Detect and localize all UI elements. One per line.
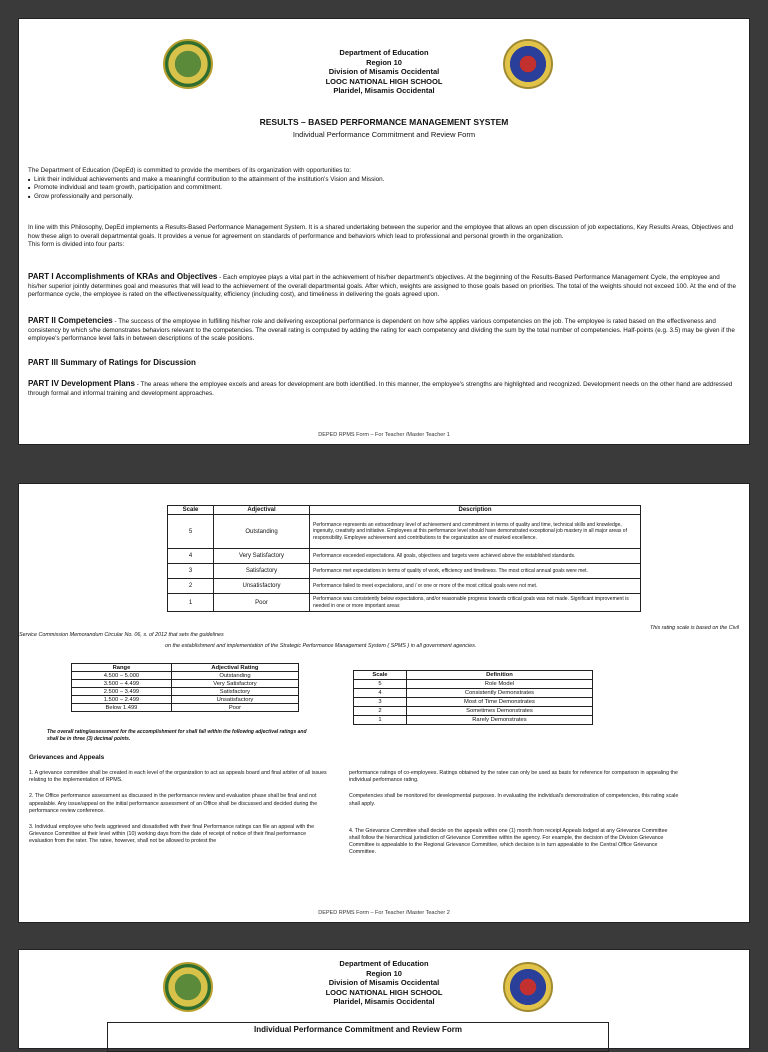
document-page-2 [18,483,750,923]
grievance-item: Competencies shall be monitored for developmental purposes. In evaluating the individual's demonstration of competencies, this rating scale shall apply. [349,793,679,807]
header-line: Region 10 [366,968,402,978]
adjectival-cell: Poor [214,594,310,612]
part4-text: - The areas where the employee excels and areas for development are both identified. In this manner, the employee's strengths are highlighted and recognized. Development needs on the other hand are addressed through formal and informal training and development approaches. [28,381,733,397]
definition-cell: Most of Time Demonstrates [406,698,592,707]
column-header: Adjectival [214,506,310,515]
scale-cell: 3 [168,564,214,579]
table-row [72,672,299,680]
scale-cell: 1 [354,716,407,725]
header-line: Plaridel, Misamis Occidental [333,86,435,95]
table-row [168,594,641,612]
form-title-box [107,1022,609,1052]
definition-cell: Role Model [406,680,592,689]
table-row [168,515,641,549]
philosophy-paragraph: In line with this Philosophy, DepEd implements a Results-Based Performance Management System. It is a shared undertaking between the superior and the employee that allows an open discussion of job expectations, Key Results Areas, Objectives and how these align to overall departmental goals. It provides a venue for agreement on standards of performance and behaviors which lead to professional and personal growth in the organization. [28,224,734,240]
range-cell: 3.500 – 4.499 [72,680,172,688]
table-row [72,680,299,688]
description-cell: Performance failed to meet expectations, and / or one or more of the most critical goals were not met. [310,579,641,594]
table-row [72,696,299,704]
header-line: Region 10 [366,57,402,67]
table-row [354,689,593,698]
table-row [168,564,641,579]
rating-scale-table [167,505,641,612]
table-row [72,688,299,696]
intro-section [28,167,737,201]
csc-note-right: This rating scale is based on the Civil [650,625,739,631]
divided-note: This form is divided into four parts: [28,241,125,249]
header-line: Department of Education [339,959,429,968]
part1-section [28,273,737,300]
part4-title: PART IV Development Plans [28,379,135,388]
column-header: Range [72,664,172,672]
scale-cell: 1 [168,594,214,612]
philosophy-section [28,224,737,250]
overall-rating-range-table [71,663,299,712]
range-cell: 4.500 – 5.000 [72,672,172,680]
rating-cell: Unsatisfactory [171,696,298,704]
definition-cell: Consistently Demonstrates [406,689,592,698]
header-line: Division of Misamis Occidental [328,67,440,76]
column-header: Adjectival Rating [171,664,298,672]
scale-cell: 5 [168,515,214,549]
description-cell: Performance exceeded expectations. All goals, objectives and targets were achieved above the established standards. [310,549,641,564]
scale-cell: 4 [354,689,407,698]
part1-text: - Each employee plays a vital part in the achievement of his/her department's objectives. At the beginning of the Results-Based Performance Management Cycle, the employee and his/her superior jointly determines goal and measures that will lead to the achievement of the overall departmental goals. After which, weights are assigned to those goals based on priorities. The total of the weights should not exceed 100. At the end of the performance cycle, the employee is rated on the effectiveness/quality, efficiency (including cost), and timeliness in delivering the goals agreed upon. [28,274,737,299]
table-row [354,698,593,707]
definition-cell: Rarely Demonstrates [406,716,592,725]
adjectival-cell: Very Satisfactory [214,549,310,564]
rating-cell: Satisfactory [171,688,298,696]
table-row [72,704,299,712]
document-title: RESULTS – BASED PERFORMANCE MANAGEMENT SYSTEM [259,117,509,127]
grievance-item: 2. The Office performance assessment as discussed in the performance review and evaluation phase shall be final and not appealable. Any issue/appeal on the initial performance assessment of an Office shall be discussed and decided during the performance review conference. [29,793,318,814]
table-row [168,579,641,594]
bullet-item: ■ Grow professionally and personally. [28,193,737,202]
grievances-title: Grievances and Appeals [29,754,105,761]
description-cell: Performance met expectations in terms of quality of work, efficiency and timeliness. The most critical annual goals were met. [310,564,641,579]
scale-cell: 5 [354,680,407,689]
page-footer: DEPED RPMS Form – For Teacher /Master Teacher 1 [318,432,450,438]
header-line: Plaridel, Misamis Occidental [333,997,435,1006]
rating-cell: Poor [171,704,298,712]
grievance-item: 3. Individual employee who feels aggrieved and dissatisfied with their final Performance ratings can file an appeal with the Grievance Committee at their level within (10) working days from the date of receipt of notice of their final performance evaluation from the rater. The ratee, however, shall not be allowed to protest the [29,824,315,845]
description-cell: Performance represents an extraordinary level of achievement and commitment in terms of quality and time, technical skills and knowledge, ingenuity, creativity and initiative. Employees at this performance level should have demonstrated exceptional job mastery in all major areas of responsibility. Employee achievement and contributions to the organization are of marked excellence. [310,515,641,549]
range-cell: 1.500 – 2.499 [72,696,172,704]
adjectival-cell: Satisfactory [214,564,310,579]
range-cell: Below 1.499 [72,704,172,712]
grievances-right-column [349,770,679,866]
bullet-item: ■ Promote individual and team growth, participation and commitment. [28,184,737,193]
column-header: Scale [168,506,214,515]
part3-title: PART III Summary of Ratings for Discussion [28,358,196,367]
csc-note-left: Service Commission Memorandum Circular No. 06, s. of 2012 that sets the guidelines [19,632,224,638]
grievance-item: 4. The Grievance Committee shall decide on the appeals within one (1) month from receipt Appeals lodged at any Grievance Committee shall follow the hierarchical jurisdiction of Grievance Committee within the agency. For example, the decision of the Division Grievance Committee is appealable to the Regional Grievance Committee, which decision is in turn appealable to the Central Office Grievance Committee. [349,827,668,856]
header-line: Department of Education [339,48,429,57]
school-seal-logo [503,39,553,89]
page-header [19,19,749,109]
part3-section [28,359,737,369]
document-subtitle: Individual Performance Commitment and Review Form [292,130,476,139]
adjectival-cell: Outstanding [214,515,310,549]
header-line: LOOC NATIONAL HIGH SCHOOL [325,987,443,997]
column-header: Definition [406,671,592,680]
scale-cell: 3 [354,698,407,707]
bullet-item: ■ Link their individual achievements and make a meaningful contribution to the attainment of the institution's Vision and Mission. [28,176,737,185]
document-page-1 [18,18,750,445]
header-text [19,48,749,96]
csc-note-line2: on the establishment and implementation of the Strategic Performance Management System ( SPMS ) in all government agencies. [165,643,477,649]
grievances-left-column [29,770,329,855]
grievance-item: 1. A grievance committee shall be created in each level of the organization to act as appeals board and final arbiter of all issues relating to the implementation of RPMS. [29,770,327,784]
part4-section [28,380,737,398]
part2-section [28,317,737,344]
scale-cell: 4 [168,549,214,564]
table-header-row [354,671,593,680]
header-line: LOOC NATIONAL HIGH SCHOOL [325,76,443,86]
range-cell: 2.500 – 3.499 [72,688,172,696]
header-line: Division of Misamis Occidental [328,978,440,987]
table-row [168,549,641,564]
table-row [354,707,593,716]
header-text [19,959,749,1007]
rating-cell: Outstanding [171,672,298,680]
table-row [354,716,593,725]
table-row [354,680,593,689]
part2-title: PART II Competencies [28,316,113,325]
column-header: Scale [354,671,407,680]
document-page-3 [18,949,750,1049]
competency-scale-table [353,670,593,725]
table-header-row [72,664,299,672]
school-seal-logo [503,962,553,1012]
scale-cell: 2 [168,579,214,594]
range-note: The overall rating/assessment for the accomplishment for shall fall within the following adjectival ratings and shall be in three (3) decimal points. [47,729,307,742]
grievance-item: performance ratings of co-employees. Ratings obtained by the ratee can only be used as basis for reference for comparison in appealing the individual performance rating. [349,770,678,784]
definition-cell: Sometimes Demonstrates [406,707,592,716]
rating-cell: Very Satisfactory [171,680,298,688]
part2-text: - The success of the employee in fulfilling his/her role and delivering exceptional performance is dependent on how s/he applies various competencies on the job. The employee is rated based on the effectiveness and consistency by which s/he demonstrates behaviors relevant to the competencies. The overall rating is computed by adding the rating for each competency and dividing the sum by the total number of competencies. Half-points (e.g. 3.5) may be given if the employee's performance level falls in between descriptions of the scale positions. [28,318,735,343]
part1-title: PART I Accomplishments of KRAs and Objectives [28,272,218,281]
description-cell: Performance was consistently below expectations, and/or reasonable progress towards critical goals was not made. Significant improvement is needed in one or more important areas [310,594,641,612]
column-header: Description [310,506,641,515]
form-title: Individual Performance Commitment and Review Form [253,1025,463,1034]
table-header-row [168,506,641,515]
page-footer: DEPED RPMS Form – For Teacher /Master Teacher 2 [318,910,450,916]
intro-paragraph: The Department of Education (DepEd) is committed to provide the members of its organization with opportunities to: [28,167,352,174]
adjectival-cell: Unsatisfactory [214,579,310,594]
scale-cell: 2 [354,707,407,716]
